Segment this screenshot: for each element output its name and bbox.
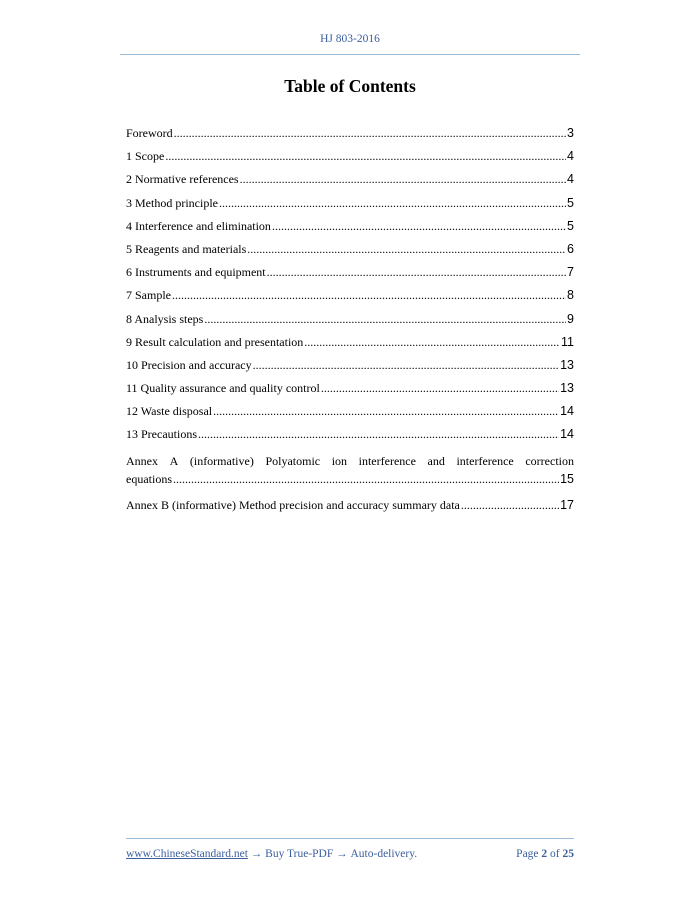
toc-entry-label: 6 Instruments and equipment [126,265,266,280]
dot-leader [461,498,559,513]
toc-entry-label: 4 Interference and elimination [126,218,271,233]
toc-page-number: 9 [567,311,574,326]
dot-leader [165,149,566,164]
total-pages-number: 25 [562,848,574,860]
standard-code-header: HJ 803-2016 [320,33,380,45]
toc-entry-scope[interactable] [126,149,574,172]
of-word: of [550,848,560,860]
dot-leader [173,470,559,489]
toc-entry-normative-references[interactable] [126,172,574,195]
annex-a-word: and [427,453,445,468]
footer-promo [126,848,417,860]
toc-entry-analysis-steps[interactable] [126,312,574,335]
dot-leader [321,381,559,396]
toc-page-number: 5 [567,195,574,210]
annex-a-word: Annex [126,453,158,468]
toc-page-number: 11 [561,334,574,349]
annex-a-word: A [169,453,179,468]
annex-a-word: correction [525,453,574,468]
dot-leader [253,358,559,373]
toc-page-number: 13 [560,357,574,372]
toc-entry-label: 1 Scope [126,149,165,164]
toc-page-number: 3 [567,126,574,140]
toc-entry-interference[interactable] [126,219,574,242]
toc-entry-label: 8 Analysis steps [126,311,204,326]
toc-entry-label: 12 Waste disposal [126,404,213,419]
toc-entry-label: Foreword [126,126,173,140]
dot-leader [247,242,566,257]
toc-page-number: 6 [567,241,574,256]
dot-leader [172,288,566,303]
dot-leader [198,427,559,442]
dot-leader [213,404,559,419]
annex-a-continuation-line [126,470,574,489]
dot-leader [240,172,566,187]
dot-leader [304,335,560,350]
toc-entry-label: 5 Reagents and materials [126,241,247,256]
header-divider [120,54,580,55]
toc-entry-annex-a[interactable] [126,452,574,492]
annex-a-title-line [126,452,574,471]
dot-leader [219,196,566,211]
toc-entry-method-principle[interactable] [126,196,574,219]
annex-a-word: (informative) [189,453,254,468]
dot-leader [267,265,566,280]
toc-entry-waste-disposal[interactable] [126,404,574,427]
toc-entry-label: equations [126,472,172,487]
page-indicator [516,848,574,860]
toc-entry-label: 13 Precautions [126,427,197,442]
toc-entry-label: 11 Quality assurance and quality control [126,381,320,396]
toc-page-number: 13 [560,381,574,396]
annex-a-word: Polyatomic [265,453,321,468]
dot-leader [174,126,566,141]
toc-page-number: 15 [560,472,574,487]
annex-a-word: interference [456,453,514,468]
toc-entry-reagents[interactable] [126,242,574,265]
dot-leader [204,312,566,327]
toc-page-number: 14 [560,404,574,419]
toc-entry-foreword[interactable] [126,126,574,149]
toc-page-number: 5 [567,218,574,233]
toc-entry-label: 3 Method principle [126,195,218,210]
toc-entry-label: Annex B (informative) Method precision and accuracy summary data [126,497,460,512]
toc-entry-quality-assurance[interactable] [126,381,574,404]
toc-entry-label: 9 Result calculation and presentation [126,334,304,349]
page-footer [126,848,574,860]
toc-entry-precautions[interactable] [126,427,574,450]
toc-page-number: 8 [567,288,574,303]
toc-page-number: 7 [567,265,574,280]
toc-entry-sample[interactable] [126,288,574,311]
toc-entry-annex-b[interactable] [126,498,574,521]
site-link[interactable]: www.ChineseStandard.net [126,848,248,860]
annex-a-word: ion [331,453,348,468]
dot-leader [272,219,566,234]
toc-entry-label: 10 Precision and accuracy [126,357,252,372]
toc-entry-result-calculation[interactable] [126,335,574,358]
auto-delivery-text: Auto-delivery. [350,848,418,860]
footer-divider [126,838,574,839]
toc-entry-label: 2 Normative references [126,172,239,187]
annex-a-word: interference [358,453,416,468]
arrow-right-icon: → [333,848,351,860]
toc-entry-label: 7 Sample [126,288,171,303]
page-word: Page [516,848,539,860]
table-of-contents [126,126,574,521]
toc-page-number: 14 [560,427,574,442]
arrow-right-icon: → [247,848,266,860]
toc-page-number: 4 [567,172,574,187]
toc-title: Table of Contents [284,76,416,96]
toc-entry-instruments[interactable] [126,265,574,288]
buy-true-pdf-text: Buy True-PDF [265,848,334,860]
current-page-number: 2 [541,848,548,860]
toc-page-number: 17 [560,497,574,512]
toc-entry-precision-accuracy[interactable] [126,358,574,381]
toc-page-number: 4 [567,149,574,164]
